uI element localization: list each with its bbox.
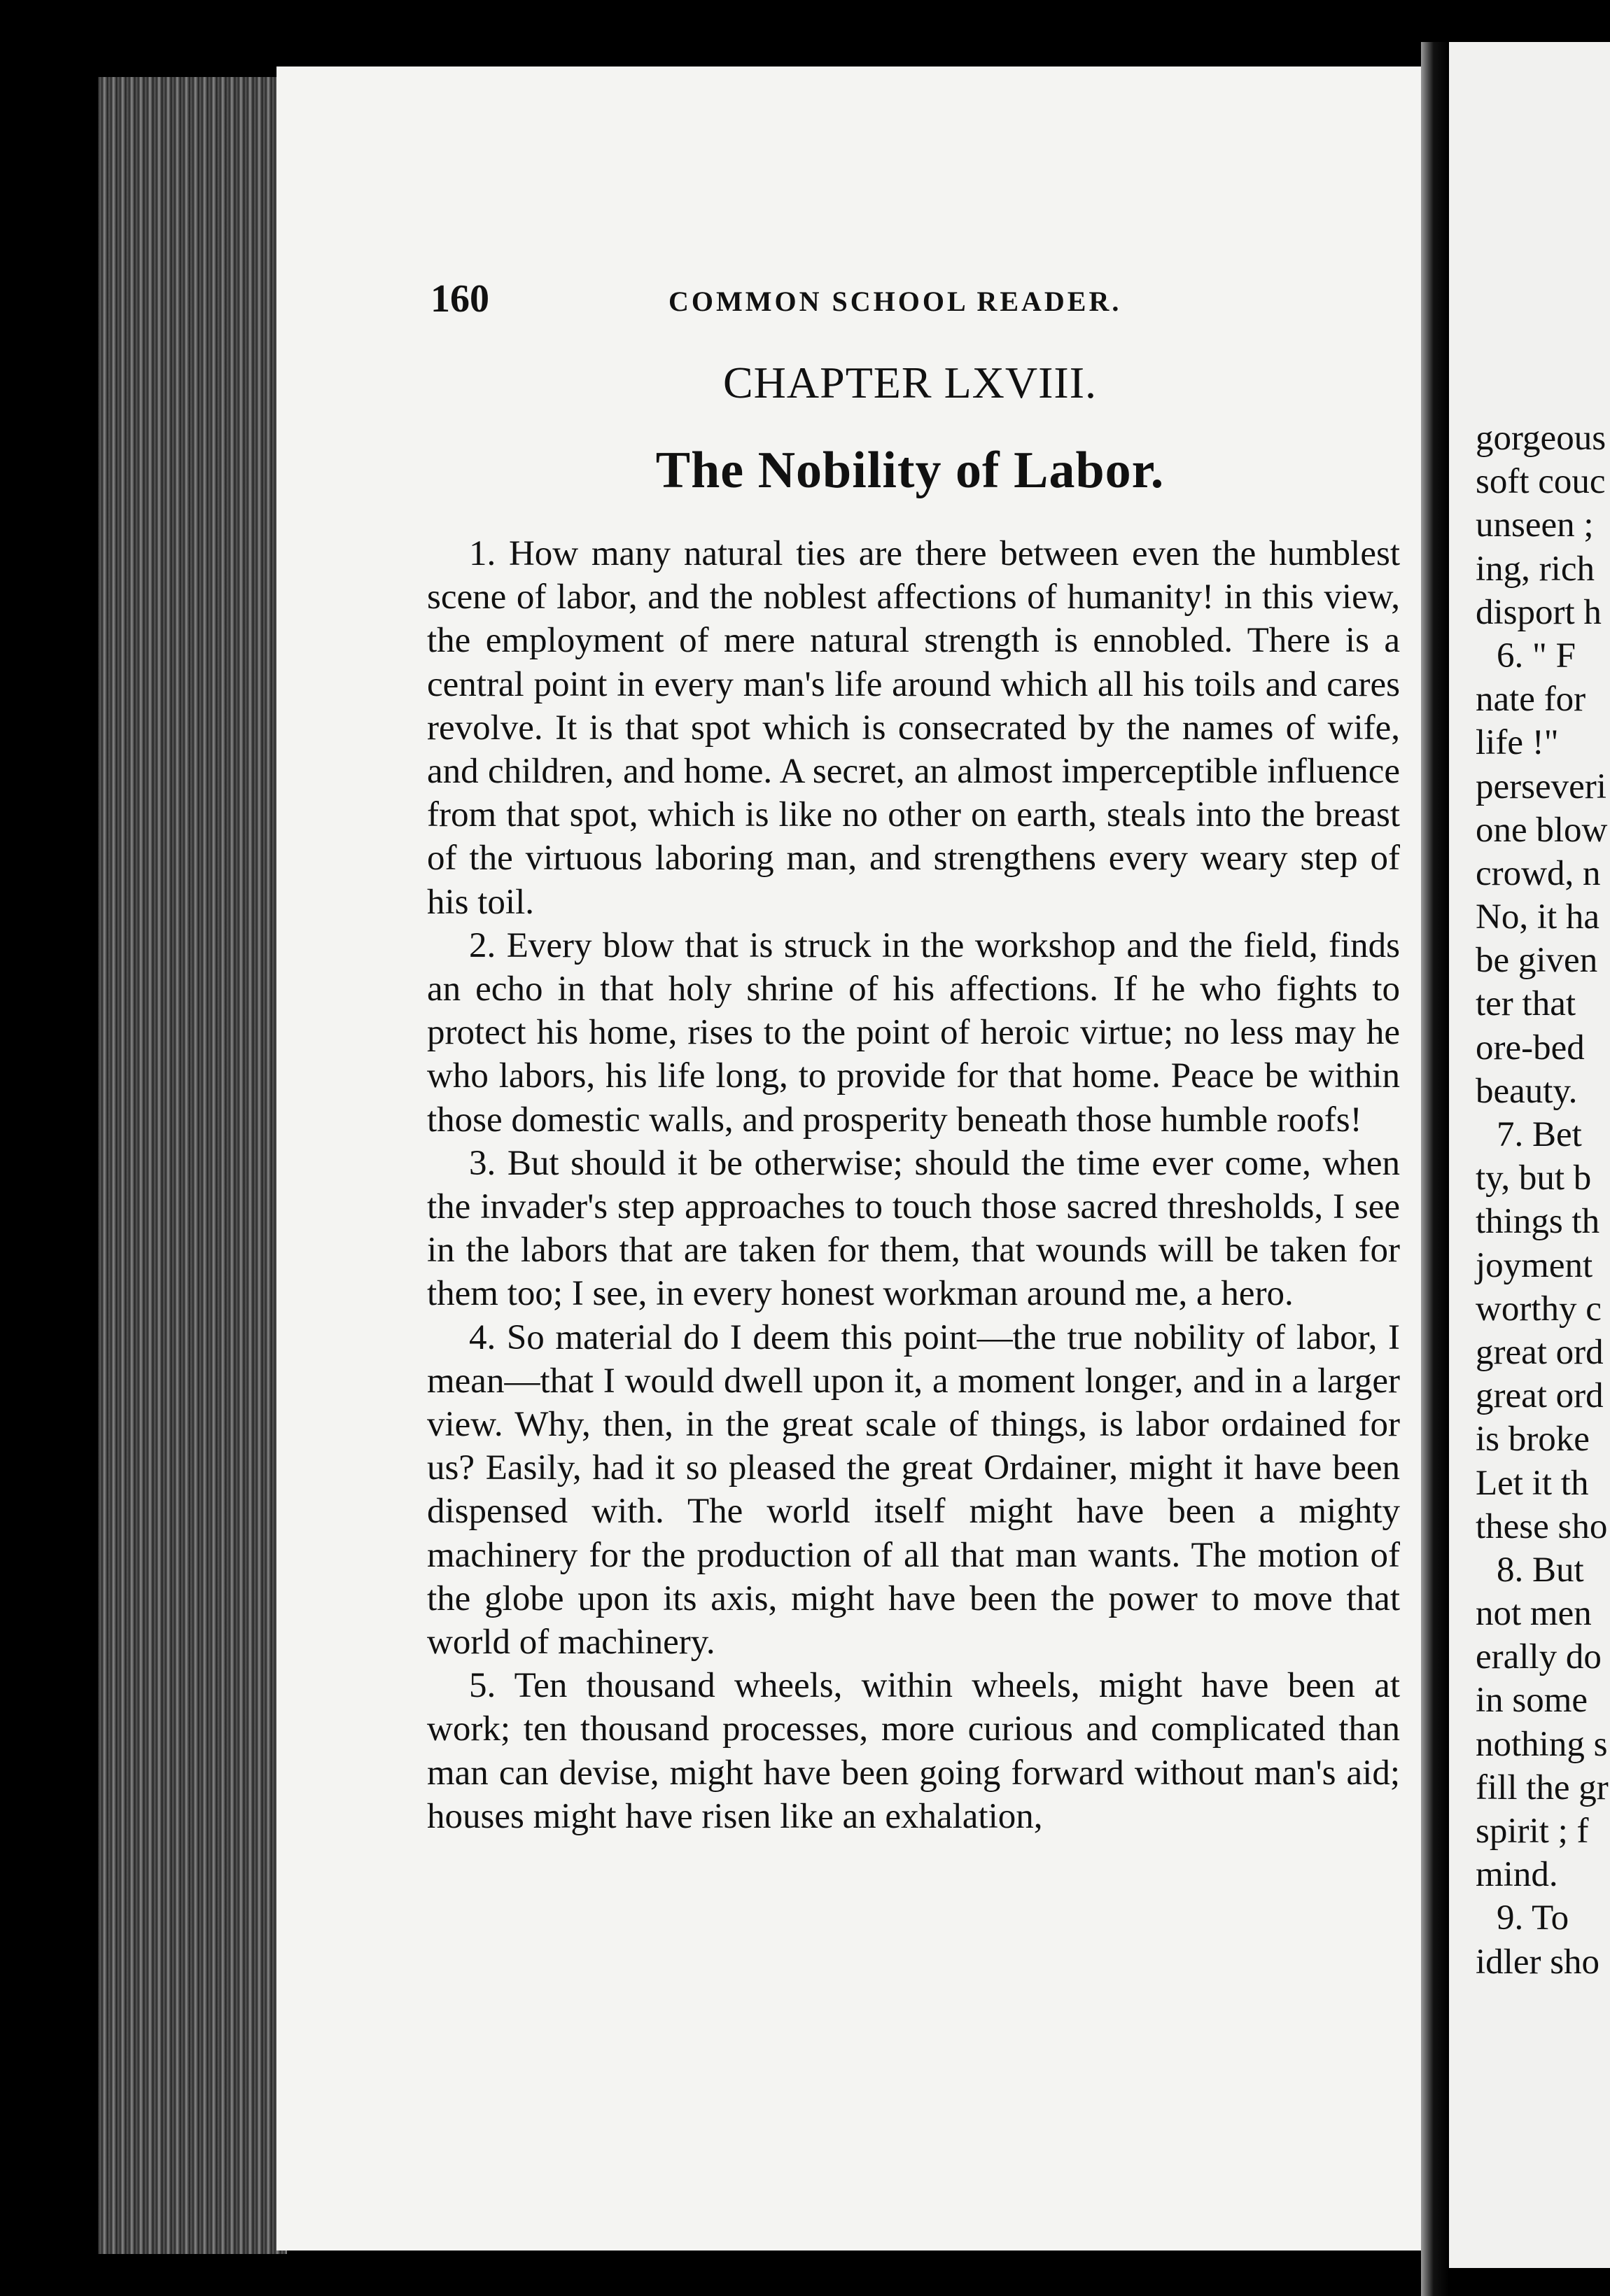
right-page-line: perseveri [1476, 766, 1606, 806]
right-page-line: No, it ha [1476, 897, 1600, 937]
right-page-line: be given [1476, 941, 1598, 981]
right-page-line: crowd, n [1476, 853, 1601, 893]
right-page-line: 9. To [1497, 1898, 1569, 1938]
paragraph-2: 2. Every blow that is struck in the workshop and the field, finds an echo in that holy shrine of his affections. If he who fights to protect his home, rises to the point of heroic virtue; no less may he who labors, his life long, to provide for that home. Peace be within those domestic walls, and prosperity beneath those humble roofs! [427, 925, 1400, 1140]
right-page-line: nate for [1476, 680, 1586, 720]
right-page-line: things th [1476, 1202, 1600, 1242]
right-page-line: nothing s [1476, 1724, 1608, 1764]
book-spine-edge [98, 77, 287, 2254]
right-page-line: disport h [1476, 592, 1602, 632]
right-page-line: 7. Bet [1497, 1115, 1582, 1154]
left-page [276, 66, 1432, 2250]
paragraph-4: 4. So material do I deem this point—the true nobility of labor, I mean—that I would dwell upon it, a moment longer, and in a larger view. Why, then, in the great scale of things, is labor ordained for us? Easily, had it so pleased the great Ordainer, might it have been dispensed with. The world itself might have been a mighty machinery for the production of all that man wants. The motion of the globe upon its axis, might have been the power to move that world of machinery. [427, 1317, 1400, 1662]
right-page-text [1476, 416, 1610, 1984]
right-page-line: is broke [1476, 1420, 1590, 1460]
page-number: 160 [430, 277, 489, 321]
right-page-line: ter that [1476, 984, 1576, 1024]
right-page-partial [1449, 42, 1610, 2268]
right-page-line: idler sho [1476, 1942, 1600, 1982]
paragraph-1: 1. How many natural ties are there between even the humblest scene of labor, and the noblest affections of humanity! in this view, the employment of mere natural strength is ennobled. There is a central point in every man's life around which all his toils and cares revolve. It is that spot which is consecrated by the names of wife, and children, and home. A secret, an almost imperceptible influence from that spot, which is like no other on earth, steals into the breast of the virtuous laboring man, and strengthens every weary step of his toil. [427, 534, 1400, 922]
right-page-line: great ord [1476, 1332, 1604, 1372]
chapter-heading: CHAPTER LXVIII. [722, 358, 1098, 407]
chapter-title: The Nobility of Labor. [655, 442, 1165, 499]
running-head: COMMON SCHOOL READER. [668, 286, 1122, 317]
right-page-line: these sho [1476, 1506, 1608, 1546]
right-page-line: fill the gr [1476, 1768, 1609, 1807]
right-page-line: ty, but b [1476, 1158, 1592, 1198]
right-page-line: erally do [1476, 1637, 1602, 1677]
right-page-line: soft couc [1476, 462, 1606, 502]
right-page-line: one blow [1476, 810, 1608, 850]
right-page-line: in some [1476, 1681, 1588, 1721]
body-text [427, 532, 1400, 1838]
right-page-line: beauty. [1476, 1071, 1578, 1111]
right-page-line: life !" [1476, 723, 1559, 763]
right-page-line: ore-bed [1476, 1028, 1585, 1068]
right-page-line: not men [1476, 1594, 1592, 1634]
right-page-line: unseen ; [1476, 505, 1594, 545]
right-page-line: great ord [1476, 1376, 1604, 1416]
page-gutter [1421, 42, 1449, 2296]
right-page-line: Let it th [1476, 1463, 1589, 1503]
right-page-line: gorgeous [1476, 419, 1606, 458]
right-page-line: joyment [1476, 1245, 1593, 1285]
right-page-line: 6. " F [1497, 636, 1576, 676]
right-page-line: mind. [1476, 1855, 1558, 1895]
paragraph-5: 5. Ten thousand wheels, within wheels, might have been at work; ten thousand processes, more curious and complicated than man can devise, might have been going forward without man's aid; houses might have risen like an exhalation, [427, 1666, 1400, 1836]
right-page-line: ing, rich [1476, 549, 1595, 589]
paragraph-3: 3. But should it be otherwise; should the time ever come, when the invader's step approaches to touch those sacred thresholds, I see in the labors that are taken for them, that wounds will be taken for them too; I see, in every honest workman around me, a hero. [427, 1143, 1400, 1314]
right-page-line: 8. But [1497, 1550, 1584, 1590]
right-page-line: spirit ; f [1476, 1812, 1589, 1851]
right-page-line: worthy c [1476, 1289, 1602, 1329]
